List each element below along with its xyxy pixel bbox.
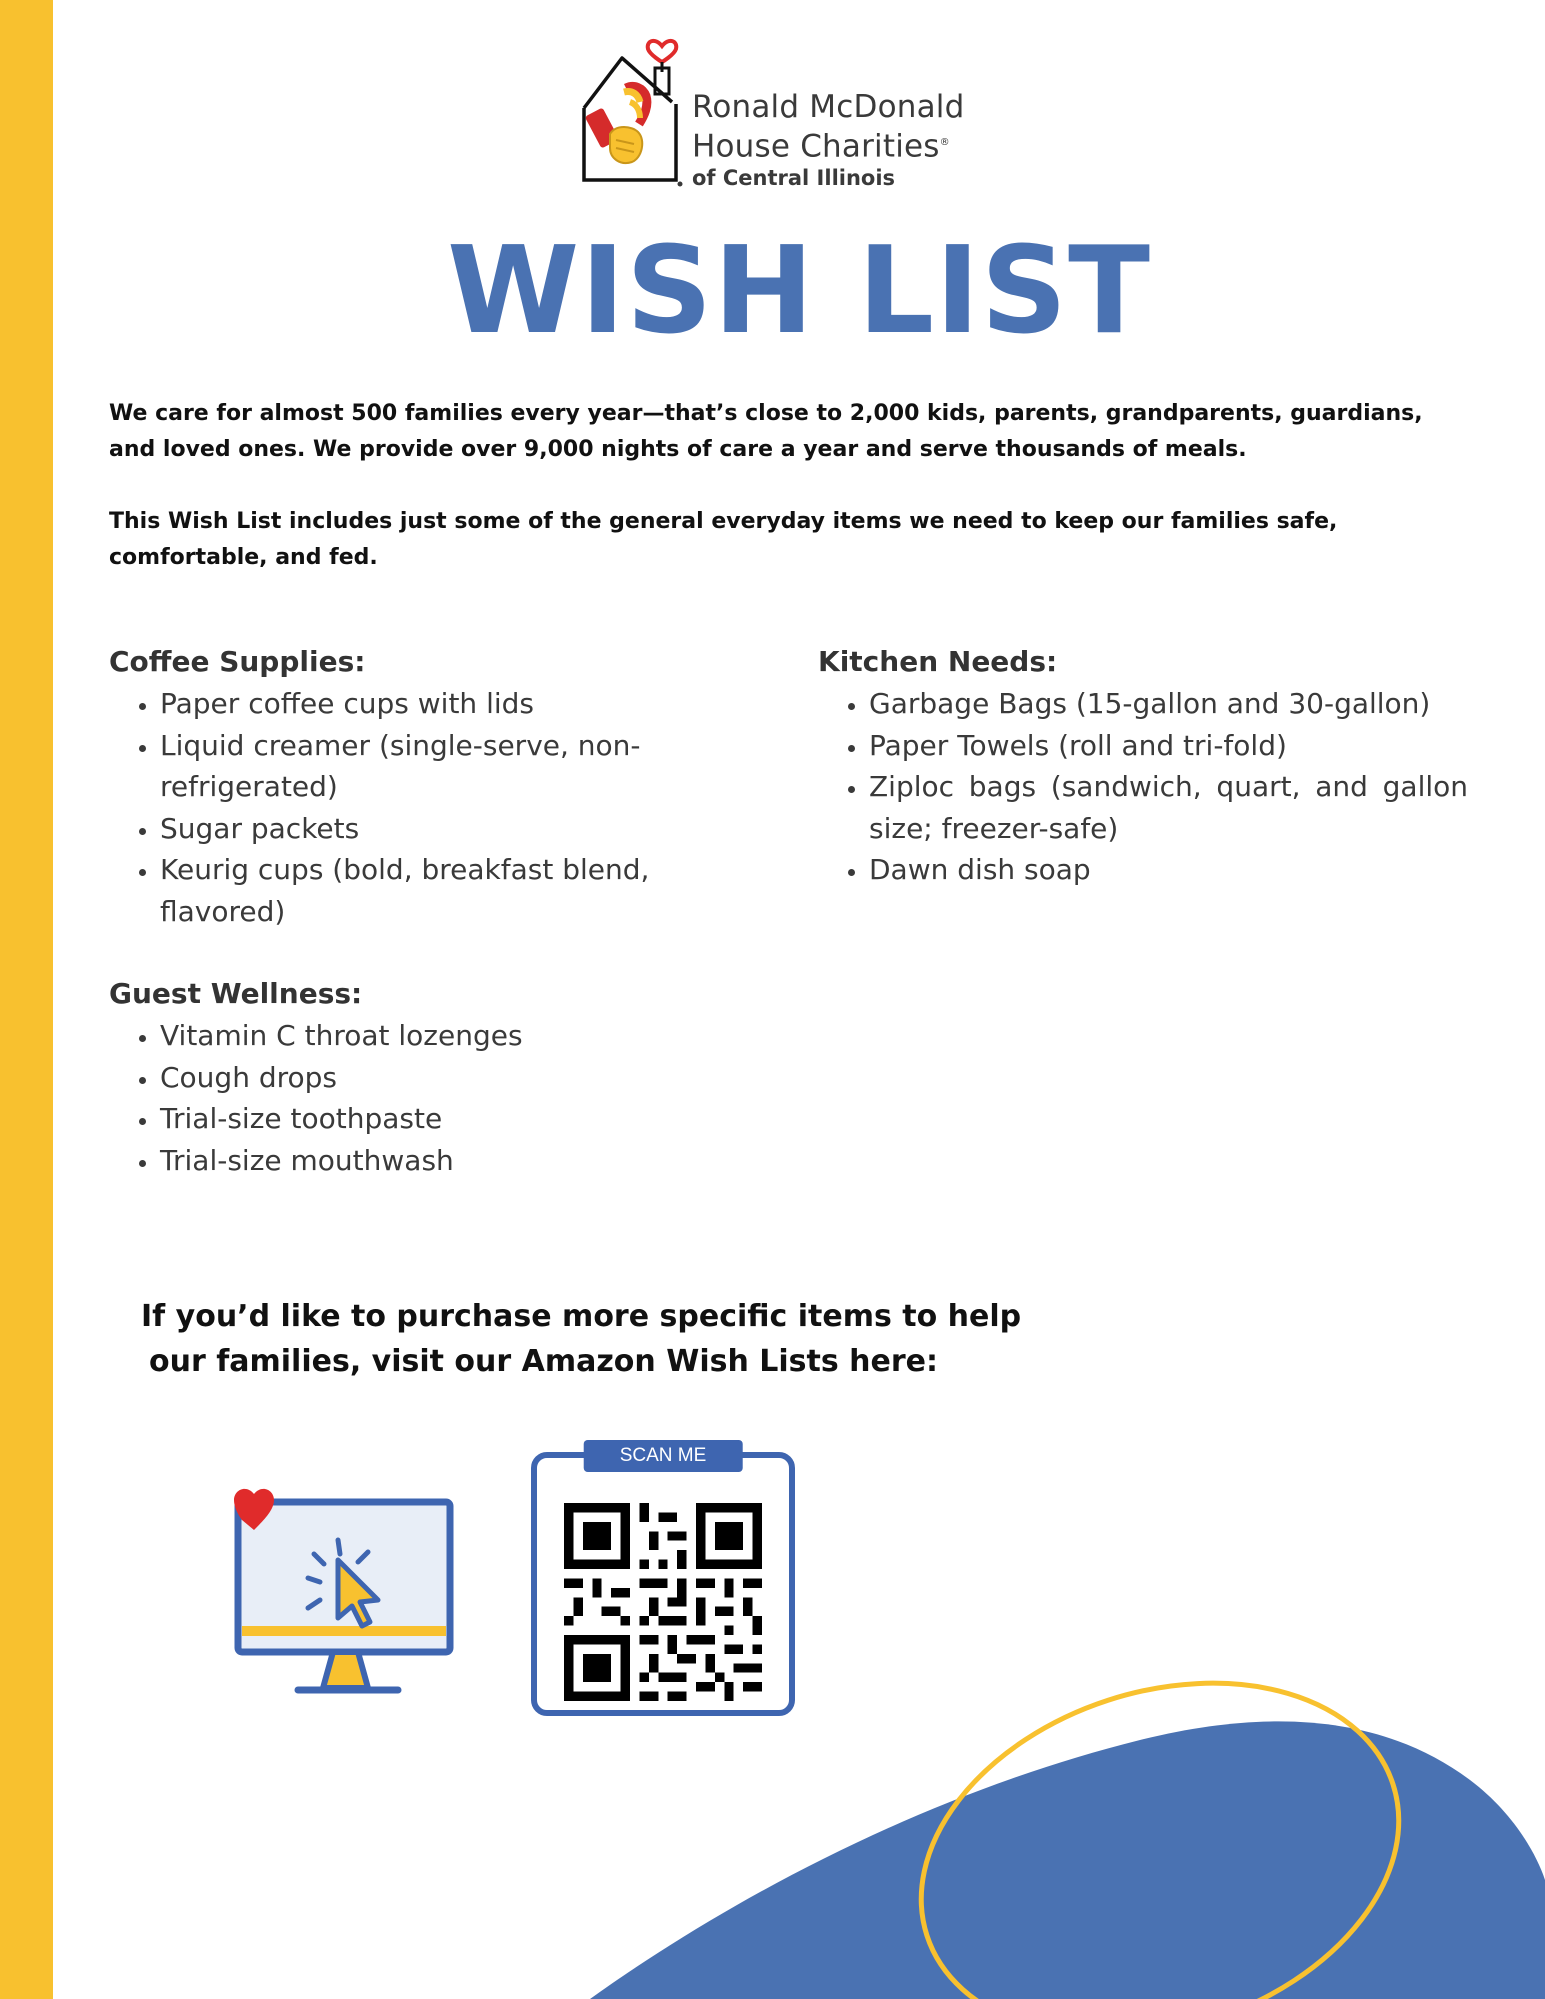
house-logo-icon: [576, 28, 688, 194]
list-item: • Ziploc bags (sandwich, quart, and gallon size; freezer-safe): [869, 766, 1468, 849]
cta-line-1: If you’d like to purchase more specific items to help: [141, 1299, 1022, 1334]
item-list: [109, 683, 689, 932]
coffee-supplies-section: [109, 644, 689, 932]
intro-paragraph-2: This Wish List includes just some of the general everyday items we need to keep our families safe, comfortable, and fed.: [109, 509, 1338, 570]
item-list: [109, 1015, 689, 1181]
list-item: • Dawn dish soap: [869, 849, 1468, 891]
item-list: [818, 683, 1468, 891]
computer-click-icon: [228, 1480, 463, 1700]
section-heading: Coffee Supplies:: [109, 645, 366, 678]
qr-code-icon[interactable]: [564, 1503, 762, 1701]
registered-mark: ®: [939, 137, 950, 148]
cta-line-2: our families, visit our Amazon Wish Lists here:: [149, 1344, 938, 1379]
amazon-cta: [141, 1294, 1041, 1384]
section-heading: Guest Wellness:: [109, 977, 363, 1010]
intro-paragraph-1: We care for almost 500 families every year—that’s close to 2,000 kids, parents, grandparents, guardians, and loved ones. We provide over 9,000 nights of care a year and serve thousands of meals.: [109, 401, 1423, 462]
list-item: • Paper coffee cups with lids: [160, 683, 689, 725]
list-item: • Trial-size toothpaste: [160, 1098, 689, 1140]
guest-wellness-section: [109, 976, 689, 1181]
list-item: • Garbage Bags (15-gallon and 30-gallon): [869, 683, 1468, 725]
page-title: WISH LIST: [446, 222, 1152, 361]
kitchen-needs-section: [818, 644, 1468, 891]
list-item: • Trial-size mouthwash: [160, 1140, 689, 1182]
list-item: • Vitamin C throat lozenges: [160, 1015, 689, 1057]
logo-line-2: [692, 125, 964, 164]
qr-code-card[interactable]: [531, 1445, 795, 1716]
rmhc-logo: [576, 28, 1006, 198]
list-item: • Sugar packets: [160, 808, 689, 850]
logo-line-2-text: House Charities: [692, 128, 940, 165]
logo-line-1: Ronald McDonald: [692, 89, 965, 125]
logo-wordmark: [692, 90, 964, 192]
section-heading: Kitchen Needs:: [818, 645, 1058, 678]
list-item: • Cough drops: [160, 1057, 689, 1099]
list-item: • Keurig cups (bold, breakfast blend, flavored): [160, 849, 689, 932]
logo-line-3: of Central Illinois: [692, 166, 896, 191]
yellow-side-bar: [0, 0, 53, 1999]
list-item: • Liquid creamer (single-serve, non-refrigerated): [160, 725, 689, 808]
scan-me-label: SCAN ME: [584, 1440, 743, 1472]
list-item: • Paper Towels (roll and tri-fold): [869, 725, 1468, 767]
